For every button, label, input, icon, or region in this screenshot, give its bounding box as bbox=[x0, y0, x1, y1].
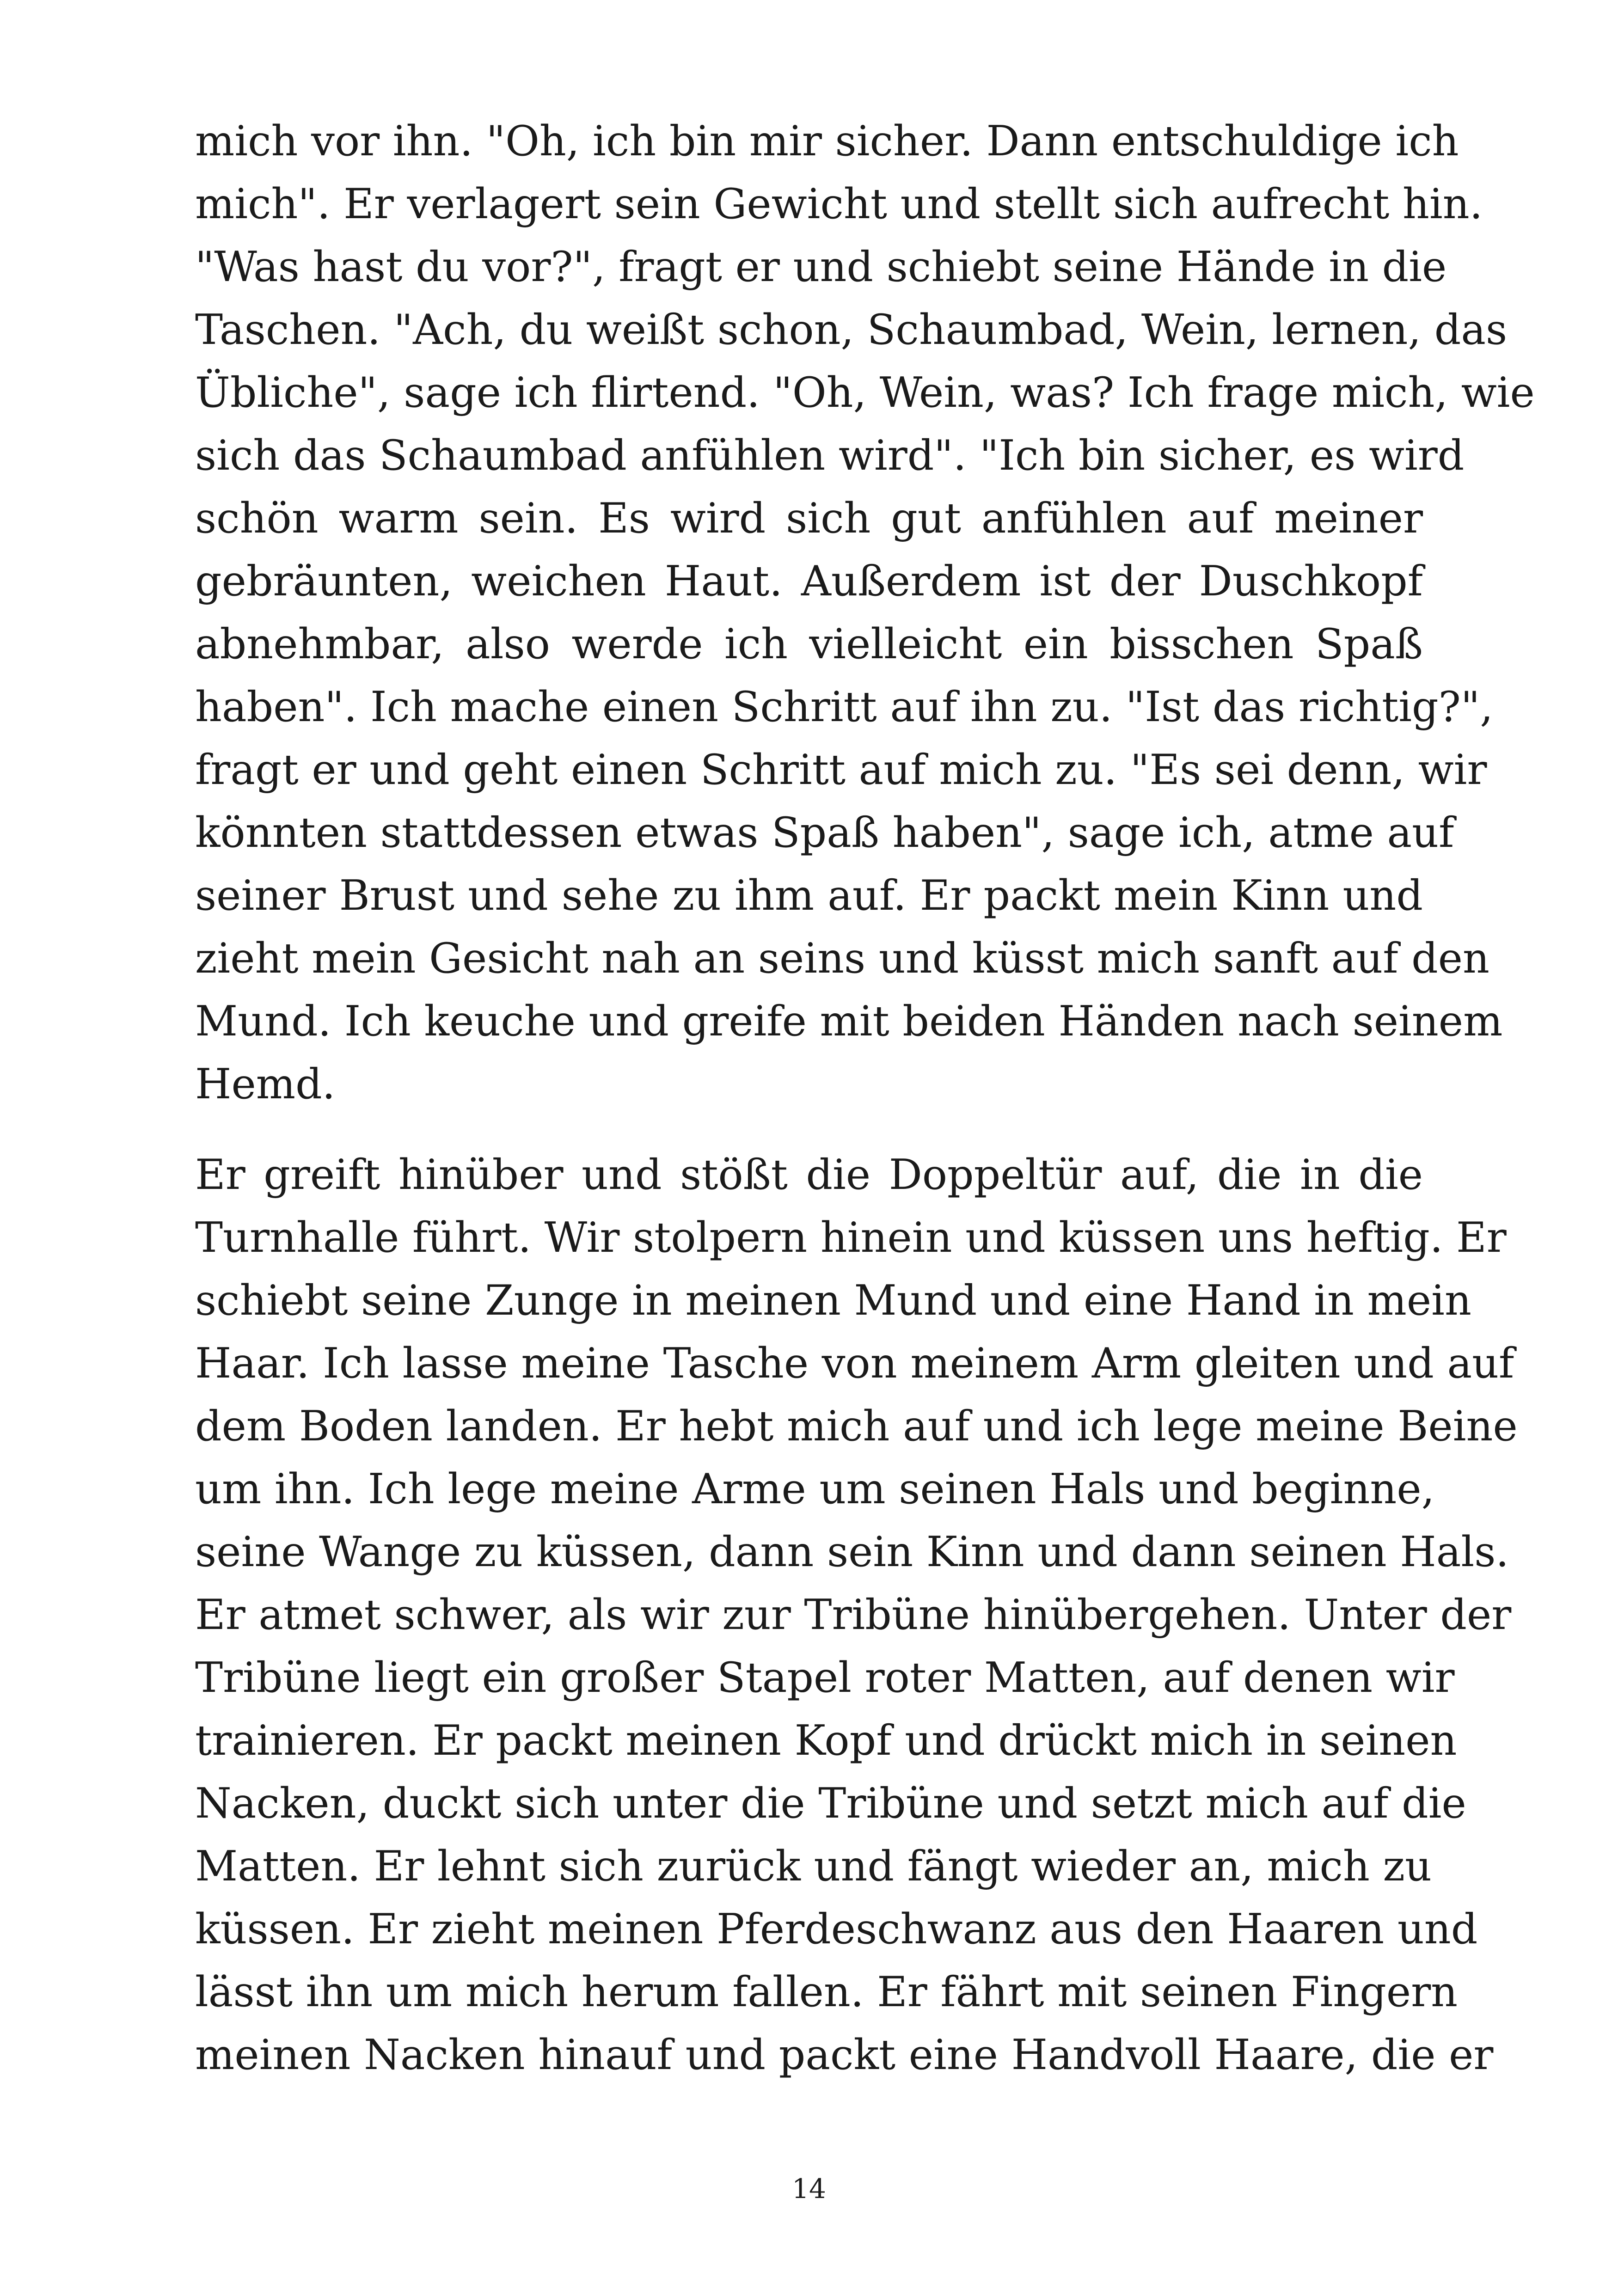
text-line: seiner Brust und sehe zu ihm auf. Er packt mein Kinn und bbox=[195, 871, 1423, 920]
text-line: Übliche", sage ich flirtend. "Oh, Wein, was? Ich frage mich, wie bbox=[195, 368, 1535, 417]
text-line: fragt er und geht einen Schritt auf mich zu. "Es sei denn, wir bbox=[195, 746, 1487, 794]
text-line: sich das Schaumbad anfühlen wird". "Ich bin sicher, es wird bbox=[195, 431, 1465, 480]
text-line: küssen. Er zieht meinen Pferdeschwanz aus den Haaren und bbox=[195, 1905, 1478, 1953]
text-line: Taschen. "Ach, du weißt schon, Schaumbad, Wein, lernen, das bbox=[195, 306, 1508, 354]
text-line: Hemd. bbox=[195, 1060, 336, 1108]
text-line: Turnhalle führt. Wir stolpern hinein und küssen uns heftig. Er bbox=[195, 1213, 1507, 1262]
text-line: "Was hast du vor?", fragt er und schiebt seine Hände in die bbox=[195, 243, 1447, 291]
text-line: Nacken, duckt sich unter die Tribüne und setzt mich auf die bbox=[195, 1779, 1466, 1828]
paragraph-2 bbox=[195, 1144, 1518, 2087]
text-line: haben". Ich mache einen Schritt auf ihn zu. "Ist das richtig?", bbox=[195, 683, 1493, 731]
text-line: schiebt seine Zunge in meinen Mund und eine Hand in mein bbox=[195, 1276, 1471, 1325]
text-line: Er atmet schwer, als wir zur Tribüne hinübergehen. Unter der bbox=[195, 1591, 1512, 1639]
text-line: abnehmbar, also werde ich vielleicht ein bisschen Spaß bbox=[195, 620, 1423, 668]
text-line: lässt ihn um mich herum fallen. Er fährt mit seinen Fingern bbox=[195, 1968, 1458, 2016]
text-line: meinen Nacken hinauf und packt eine Handvoll Haare, die er bbox=[195, 2031, 1494, 2079]
text-line: gebräunten, weichen Haut. Außerdem ist der Duschkopf bbox=[195, 557, 1423, 606]
text-line: Haar. Ich lasse meine Tasche von meinem Arm gleiten und auf bbox=[195, 1339, 1514, 1388]
text-line: mich vor ihn. "Oh, ich bin mir sicher. Dann entschuldige ich bbox=[195, 117, 1459, 165]
text-line: mich". Er verlagert sein Gewicht und stellt sich aufrecht hin. bbox=[195, 180, 1483, 228]
body-text bbox=[195, 110, 1535, 2114]
text-line: Tribüne liegt ein großer Stapel roter Matten, auf denen wir bbox=[195, 1653, 1455, 1702]
page-number: 14 bbox=[792, 2173, 826, 2204]
text-line: Er greift hinüber und stößt die Doppeltür auf, die in die bbox=[195, 1151, 1423, 1199]
text-line: dem Boden landen. Er hebt mich auf und ich lege meine Beine bbox=[195, 1402, 1518, 1451]
text-line: Matten. Er lehnt sich zurück und fängt wieder an, mich zu bbox=[195, 1842, 1432, 1891]
text-line: schön warm sein. Es wird sich gut anfühlen auf meiner bbox=[195, 494, 1423, 543]
text-line: Mund. Ich keuche und greife mit beiden Händen nach seinem bbox=[195, 997, 1503, 1046]
text-line: könnten stattdessen etwas Spaß haben", sage ich, atme auf bbox=[195, 808, 1454, 857]
paragraph-1 bbox=[195, 110, 1535, 1116]
text-line: zieht mein Gesicht nah an seins und küsst mich sanft auf den bbox=[195, 934, 1490, 983]
text-line: trainieren. Er packt meinen Kopf und drückt mich in seinen bbox=[195, 1716, 1457, 1765]
text-line: seine Wange zu küssen, dann sein Kinn und dann seinen Hals. bbox=[195, 1528, 1509, 1576]
text-line: um ihn. Ich lege meine Arme um seinen Hals und beginne, bbox=[195, 1465, 1435, 1513]
